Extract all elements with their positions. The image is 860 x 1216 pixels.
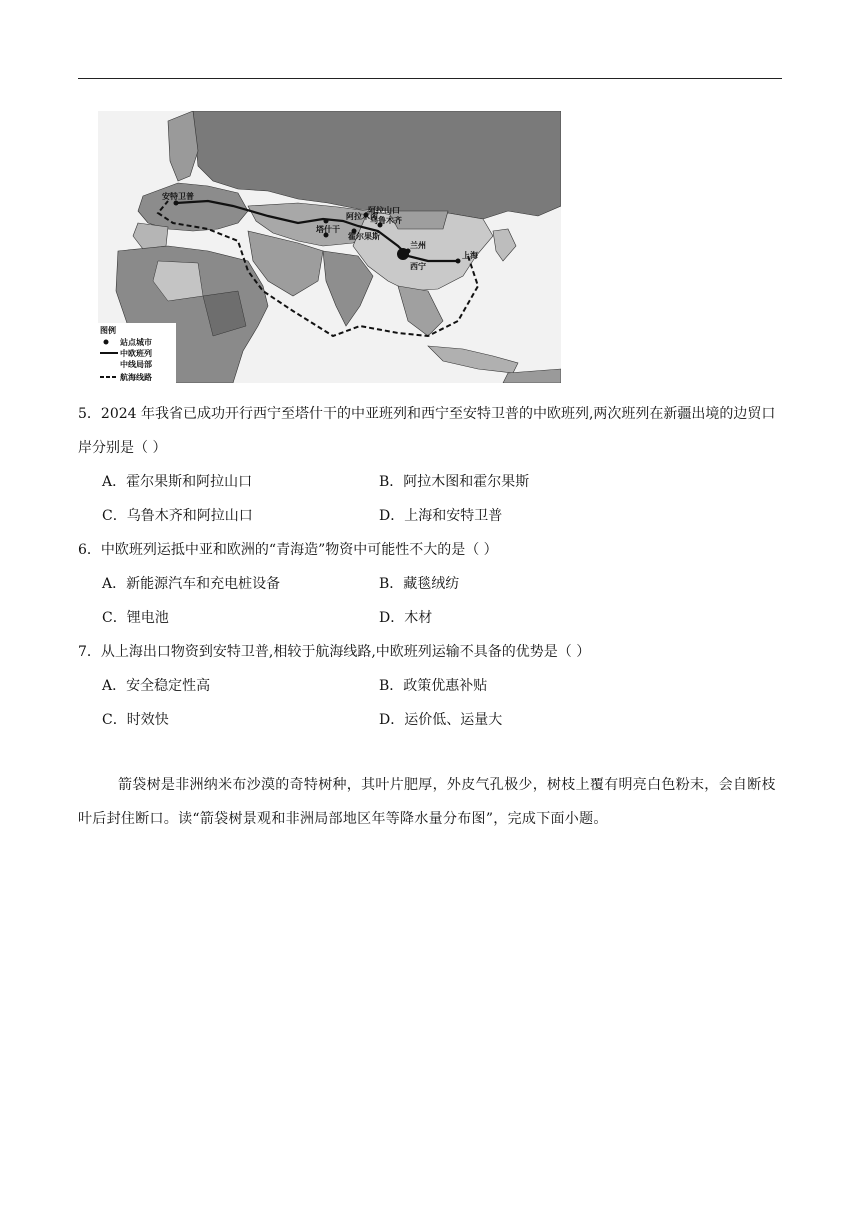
question-6-stem: 6．中欧班列运抵中亚和欧洲的“青海造”物资中可能性不大的是（ ） bbox=[78, 542, 498, 558]
city-label-alashankou: 阿拉山口 bbox=[368, 206, 400, 215]
city-label-khorgos: 霍尔果斯 bbox=[348, 232, 380, 241]
q6-option-c[interactable]: C．锂电池 bbox=[102, 610, 169, 626]
legend-title: 图例 bbox=[100, 326, 116, 335]
city-label-urumqi: 乌鲁木齐 bbox=[370, 216, 402, 225]
legend-china-europe: 中欧班列 bbox=[120, 349, 152, 358]
reading-passage: 箭袋树是非洲纳米布沙漠的奇特树种，其叶片肥厚，外皮气孔极少，树枝上覆有明亮白色粉末，会自断枝叶后封住断口。读“箭袋树景观和非洲局部地区年等降水量分布图”，完成下面小题。 bbox=[78, 777, 776, 827]
q6-option-b[interactable]: B．藏毯绒纺 bbox=[379, 576, 460, 592]
legend-station: 站点城市 bbox=[120, 338, 152, 347]
city-label-lanzhou: 兰州 bbox=[410, 241, 426, 250]
q6-option-a[interactable]: A．新能源汽车和充电桩设备 bbox=[102, 576, 281, 592]
q5-option-d[interactable]: D．上海和安特卫普 bbox=[379, 508, 503, 524]
q5-option-a[interactable]: A．霍尔果斯和阿拉山口 bbox=[102, 474, 253, 490]
header-rule bbox=[78, 78, 782, 79]
city-label-tashkent: 塔什干 bbox=[316, 225, 340, 234]
q7-option-a[interactable]: A．安全稳定性高 bbox=[102, 678, 211, 694]
eurasia-route-map bbox=[98, 111, 561, 383]
legend-middle-line: 中线局部 bbox=[120, 360, 152, 369]
q5-option-c[interactable]: C．乌鲁木齐和阿拉山口 bbox=[102, 508, 253, 524]
legend-sea-route: 航海线路 bbox=[120, 373, 152, 382]
city-label-shanghai: 上海 bbox=[462, 251, 478, 260]
city-label-almaty: 阿拉木图 bbox=[346, 212, 378, 221]
question-5-stem: 5．2024 年我省已成功开行西宁至塔什干的中亚班列和西宁至安特卫普的中欧班列,两次班列在新疆出境的边贸口岸分别是（ ） bbox=[78, 406, 776, 456]
question-7-stem: 7．从上海出口物资到安特卫普,相较于航海线路,中欧班列运输不具备的优势是（ ） bbox=[78, 644, 591, 660]
q6-option-d[interactable]: D．木材 bbox=[379, 610, 433, 626]
city-label-antwerp: 安特卫普 bbox=[162, 192, 194, 201]
q7-option-c[interactable]: C．时效快 bbox=[102, 712, 169, 728]
q7-option-d[interactable]: D．运价低、运量大 bbox=[379, 712, 503, 728]
q7-option-b[interactable]: B．政策优惠补贴 bbox=[379, 678, 488, 694]
city-label-xining: 西宁 bbox=[410, 262, 426, 271]
q5-option-b[interactable]: B．阿拉木图和霍尔果斯 bbox=[379, 474, 530, 490]
